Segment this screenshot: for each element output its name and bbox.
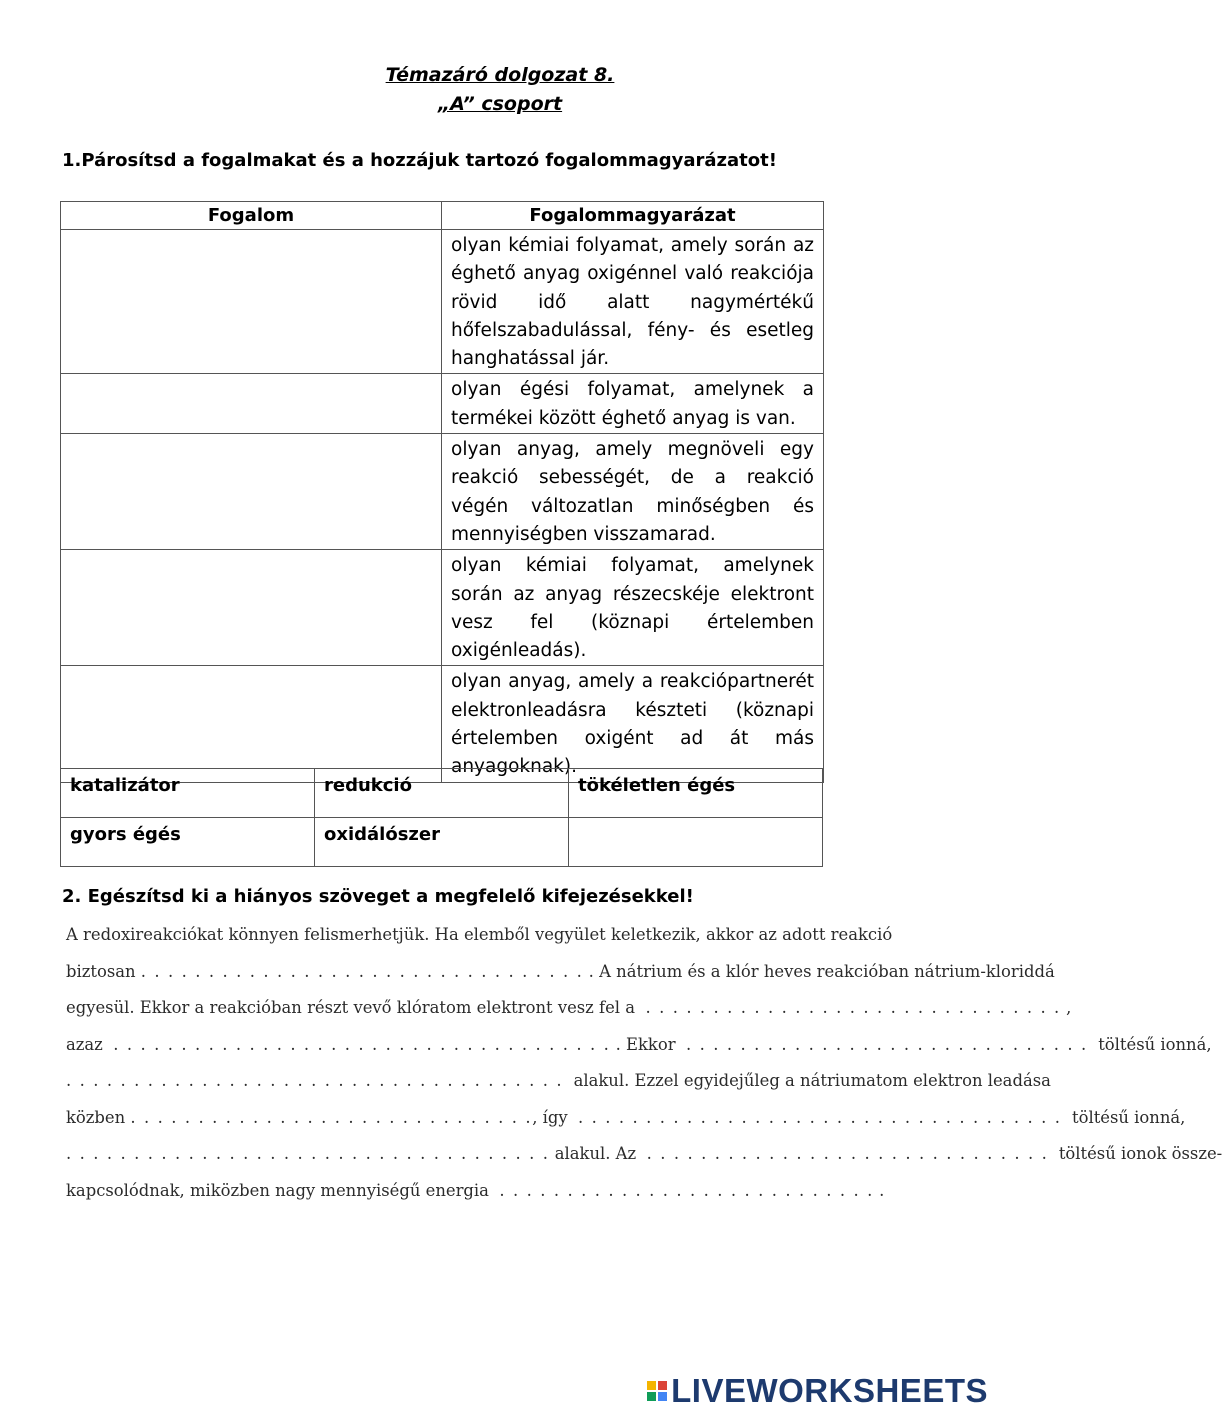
definition-cell: olyan anyag, amely a reakciópartnerét elektronleadásra készteti (köznapi értelemben oxigént ad át más anyagoknak).: [442, 666, 824, 782]
blank-field[interactable]: . . . . . . . . . . . . . . . . . . . . . . . . . . . . . . . . . . . . .: [66, 1071, 564, 1090]
liveworksheets-logo: [647, 1372, 988, 1410]
cloze-line: kapcsolódnak, miközben nagy mennyiségű energia . . . . . . . . . . . . . . . . . . . . . . . . . . . . .: [66, 1180, 885, 1200]
term-drop-cell[interactable]: [61, 550, 442, 666]
matching-table: [60, 201, 824, 783]
definition-column-header: Fogalommagyarázat: [442, 202, 824, 230]
word-bank-table: [60, 768, 823, 867]
term-drop-cell[interactable]: [61, 374, 442, 434]
text-fragment: közben: [66, 1107, 126, 1127]
text-fragment: töltésű ionná,: [1098, 1034, 1212, 1054]
blank-field[interactable]: . . . . . . . . . . . . . . . . . . . . . . . . . . . . . . . . . . . .: [578, 1107, 1062, 1127]
term-column-header: Fogalom: [61, 202, 442, 230]
text-fragment: A redoxireakciókat könnyen felismerhetjük. Ha elemből vegyület keletkezik, akkor az adott reakció: [66, 925, 893, 944]
blank-field[interactable]: . . . . . . . . . . . . . . . . . . . . . . . . . . . . . .: [646, 1144, 1049, 1163]
cloze-line: [66, 1063, 1051, 1100]
task1-heading: 1.Párosítsd a fogalmakat és a hozzájuk tartozó fogalommagyarázatot!: [62, 150, 777, 171]
cloze-line: biztosan . . . . . . . . . . . . . . . . . . . . . . . . . . . . . . . . . . A nátrium és a klór heves reakcióban nátrium-kloriddá: [66, 961, 1055, 981]
cloze-line: [66, 1136, 1222, 1173]
blank-field[interactable]: . . . . . . . . . . . . . . . . . . . . . . . . . . . . . . .: [645, 998, 1061, 1017]
term-drop-cell[interactable]: [61, 666, 442, 782]
blank-field[interactable]: . . . . . . . . . . . . . . . . . . . . . . . . . . . . . . . . . . . .: [66, 1144, 550, 1163]
text-fragment: töltésű ionná,: [1072, 1107, 1186, 1127]
definition-cell: olyan anyag, amely megnöveli egy reakció sebességét, de a reakció végén változatlan minőségben és mennyiségben visszamarad.: [442, 434, 824, 550]
cloze-line: egyesül. Ekkor a reakcióban részt vevő klóratom elektront vesz fel a . . . . . . . . . . . . . . . . . . . . . . . . . . . . . . . ,: [66, 998, 1072, 1017]
text-fragment: A nátrium és a klór heves reakcióban nátrium-kloriddá: [599, 961, 1055, 981]
logo-mark-icon: [647, 1381, 667, 1401]
blank-field[interactable]: . . . . . . . . . . . . . . . . . . . . . . . . . . . . . . . . .: [140, 961, 584, 981]
cloze-line: [66, 1100, 1186, 1137]
definition-cell: olyan kémiai folyamat, amely során az éghető anyag oxigénnel való reakciója rövid idő alatt nagymértékű hőfelszabadulással, fény- és esetleg hanghatással jár.: [442, 230, 824, 374]
text-fragment: alakul. Ezzel egyidejűleg a nátriumatom elektron leadása: [573, 1071, 1051, 1090]
task2-heading: 2. Egészítsd ki a hiányos szöveget a megfelelő kifejezésekkel!: [62, 886, 694, 907]
text-fragment: azaz: [66, 1034, 103, 1054]
blank-field[interactable]: . . . . . . . . . . . . . . . . . . . . . . . . . . . . . . . . . . . . .: [113, 1034, 611, 1054]
cloze-line: [66, 917, 896, 954]
text-fragment: Ekkor: [626, 1034, 676, 1054]
cloze-line: azaz . . . . . . . . . . . . . . . . . . . . . . . . . . . . . . . . . . . . . . Ekkor . . . . . . . . . . . . . . . . . . . . . . . . . . . . . . töltésű ionná,: [66, 1034, 1212, 1054]
term-drop-cell[interactable]: [61, 434, 442, 550]
text-fragment: kapcsolódnak, miközben nagy mennyiségű energia: [66, 1180, 489, 1200]
text-fragment: egyesül. Ekkor a reakcióban részt vevő klóratom elektront vesz fel a: [66, 998, 636, 1017]
text-fragment: , így: [532, 1107, 568, 1127]
group-label: „A” csoport: [437, 93, 563, 115]
blank-field[interactable]: . . . . . . . . . . . . . . . . . . . . . . . . . . . . . .: [686, 1034, 1088, 1054]
word-bank-item[interactable]: gyors égés: [61, 818, 315, 867]
term-drop-cell[interactable]: [61, 230, 442, 374]
text-fragment: alakul. Az: [554, 1144, 637, 1163]
word-bank-empty-cell: [569, 818, 823, 867]
word-bank-item[interactable]: katalizátor: [61, 769, 315, 818]
text-fragment: töltésű ionok össze-: [1058, 1144, 1222, 1163]
blank-field[interactable]: . . . . . . . . . . . . . . . . . . . . . . . . . . . .: [499, 1180, 874, 1200]
definition-cell: olyan kémiai folyamat, amelynek során az anyag részecskéje elektront vesz fel (köznapi értelemben oxigénleadás).: [442, 550, 824, 666]
cloze-text: [66, 917, 1222, 1209]
word-bank-item[interactable]: tökéletlen égés: [569, 769, 823, 818]
definition-cell: olyan égési folyamat, amelynek a termékei között éghető anyag is van.: [442, 374, 824, 434]
text-fragment: biztosan: [66, 961, 136, 981]
word-bank-item[interactable]: oxidálószer: [315, 818, 569, 867]
page-title: Témazáró dolgozat 8.: [385, 64, 615, 86]
logo-text: LIVEWORKSHEETS: [671, 1372, 988, 1409]
blank-field[interactable]: . . . . . . . . . . . . . . . . . . . . . . . . . . . . . .: [130, 1107, 533, 1127]
word-bank-item[interactable]: redukció: [315, 769, 569, 818]
